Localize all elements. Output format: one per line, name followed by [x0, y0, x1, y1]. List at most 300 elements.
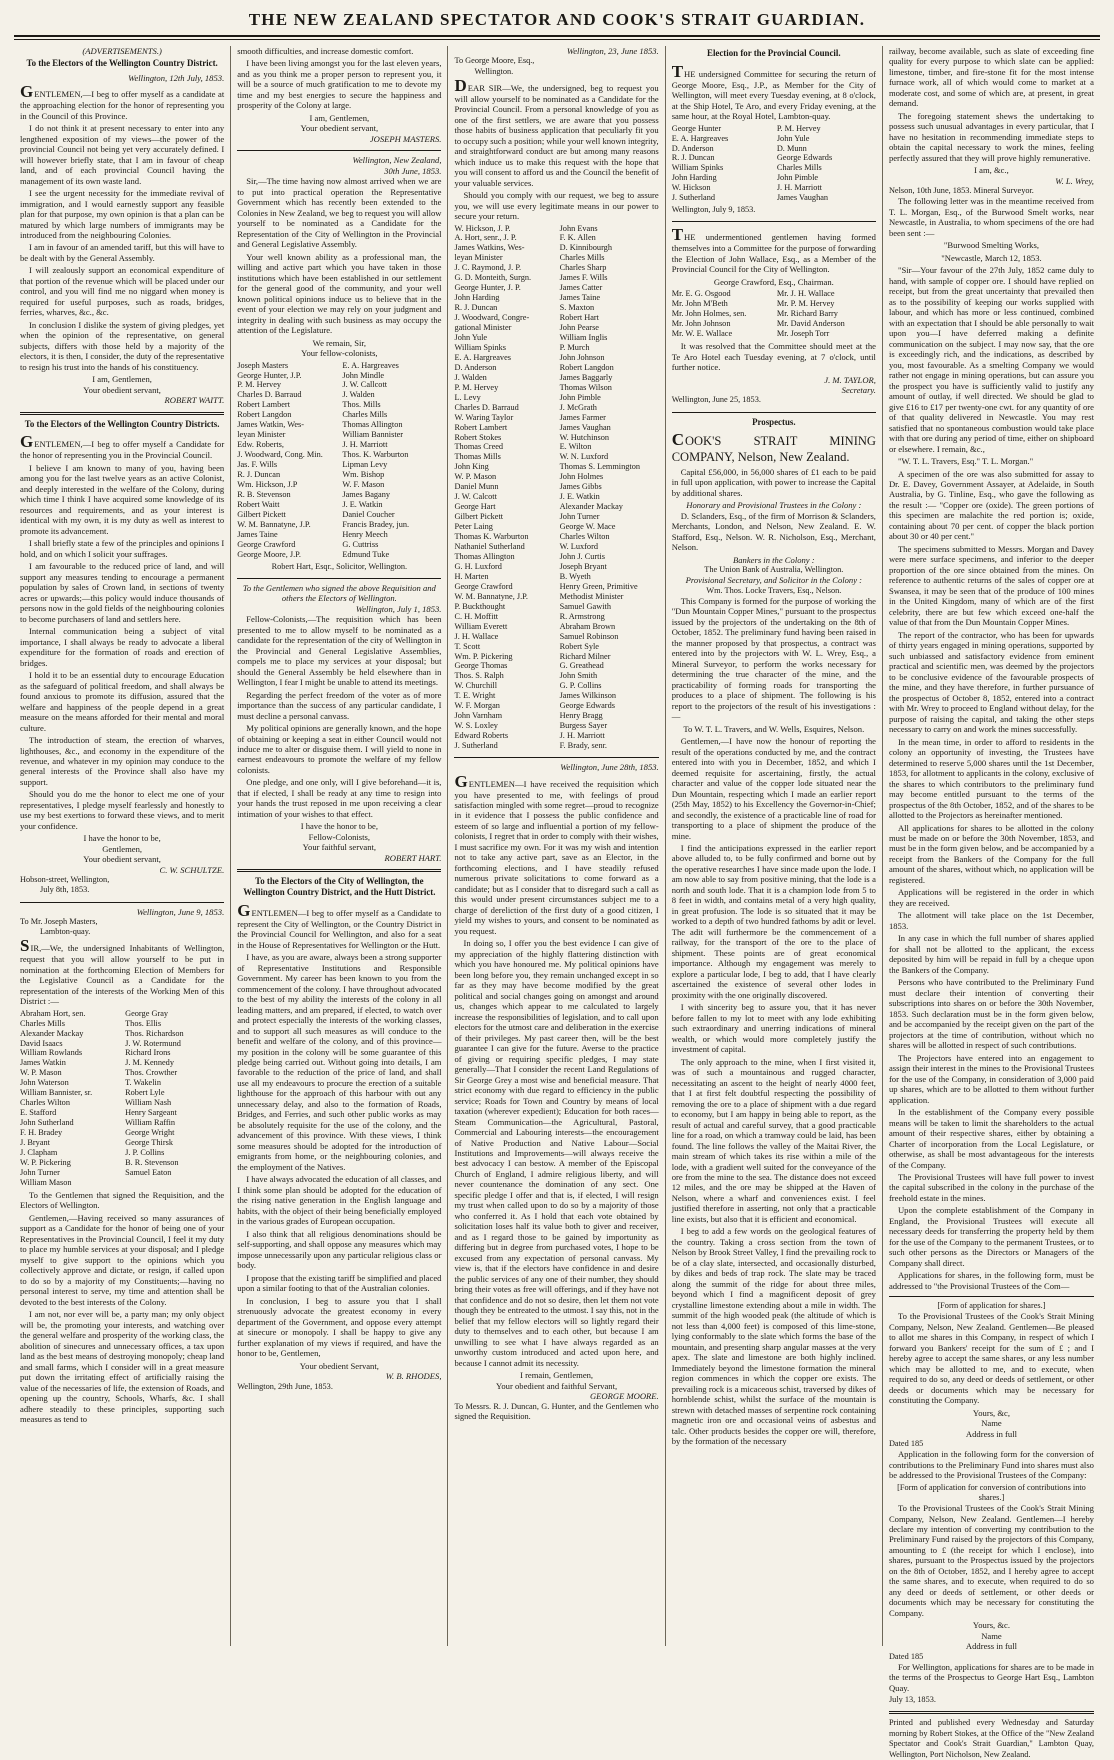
signature: C. W. SCHULTZE.	[159, 864, 225, 875]
closing: I am, Gentlemen,	[309, 112, 370, 123]
subheading: Provisional Secretary, and Solicitor in the Colony :	[685, 575, 863, 586]
paragraph: The Projectors have entered into an engagement to assign their interest in the mines to the Provisional Trustees for the use of the Company, in consideration of 3,000 paid up shares, which are to be allotted to them without further application.	[888, 1052, 1094, 1105]
opening: HE undermentioned gentlemen having formed themselves into a Committee for the purpose of forwarding the Election of John Wallace, Esq., as a Member of the Provincial Council for the City of Wellington.	[671, 232, 876, 275]
article-heading: To the Electors of the City of Wellington, the Wellington Country District, and the Hutt District.	[243, 876, 436, 898]
closing: I remain, Gentlemen,	[520, 1370, 594, 1381]
masters-continued	[237, 46, 441, 144]
signature: W. L. Wrey,	[1055, 175, 1094, 186]
name-entry: John Turner	[559, 512, 600, 522]
name-entry: B. Wyeth	[559, 571, 591, 581]
dropcap: G	[454, 771, 468, 791]
name-entry: W. F. Mason	[342, 480, 385, 489]
name-entry: Robert Hart	[559, 313, 599, 323]
name-entry: George W. Mace	[559, 522, 616, 532]
name-entry: Daniel Munn	[454, 482, 499, 492]
prospectus-continued	[889, 46, 1094, 1705]
paragraph: In conclusion I dislike the system of giving pledges, yet when the opinion of the representative, on general subjects, differs with those held by a majority of the electors, it is then, I consider, the duty of the representative to resign his trust into the hands of his constituency.	[20, 319, 225, 372]
paragraph: I am in favour of an amended tariff, but this will have to be dealt with by the General Assembly.	[20, 242, 225, 263]
moore-reply	[454, 762, 658, 1422]
name-entry: John Johnson	[559, 352, 605, 362]
name-entry: Joseph Bryant	[559, 561, 607, 571]
name-entry: F. K. Allen	[559, 233, 596, 243]
name-entry: William Bannister	[342, 430, 404, 440]
name-entry: Charles Sharp	[559, 263, 607, 273]
name-entry: Robert Lambert	[454, 422, 508, 432]
paragraph: Regarding the perfect freedom of the voter as of more importance than the success of any particular candidate, I must decline a personal canvass.	[237, 689, 442, 721]
name-entry: J. Walden	[454, 372, 487, 382]
name-entry: George Hunter	[671, 123, 722, 133]
form-address: Address in full	[965, 1428, 1017, 1439]
name-entry: A. Hort, senr., J. P.	[454, 233, 517, 243]
paragraph: Should you comply with our request, we beg to assure you, we will use every legitimate means in our power to secure your return.	[454, 190, 659, 222]
name-entry: William Everett	[454, 621, 508, 631]
paragraph: Upon the complete establishment of the Company in England, the Provisional Trustees will execute all necessary deeds for transferring the property held by them for the use of the Company to the permanent Trustees, or to such other persons as the Directors or Managers of the Company shall direct.	[888, 1205, 1094, 1268]
dateline: Wellington, June 9, 1853.	[136, 906, 225, 917]
name-entry: Robert Stokes	[454, 432, 502, 442]
name-entry: T. Wakelin	[125, 1078, 161, 1088]
divider	[20, 902, 224, 903]
name-entry: Wm. Hickson, J.P	[237, 480, 298, 489]
name-entry: E. A. Hargreaves	[342, 360, 399, 370]
name-entry: L. Levy	[454, 392, 481, 402]
name-entry: J. M. Kennedy	[125, 1058, 174, 1068]
name-entry: Abraham Brown	[559, 621, 616, 631]
dropcap: T	[671, 225, 684, 245]
form-name: Name	[981, 1418, 1002, 1429]
name-entry: P. Murch	[559, 342, 590, 352]
paragraph: The specimens submitted to Messrs. Morgan and Davey were mere surface specimens, and inferior to the deeper proportion of the ore since obtained from the mines. On reference to authentic returns of the sales of copper ore at Swansea, it may be seen that of the produce of 100 mines in the United Kingdom, many of which are of the first celebrity, there are but few which exceed one-half the value of that from the Dun Mountain Copper Mines.	[888, 543, 1094, 628]
name-entry: W. M. Bannatyne, J.P.	[454, 591, 528, 601]
name-entry: W. Churchill	[454, 681, 498, 691]
secretary-name: Wm. Thos. Locke Travers, Esq., Nelson.	[706, 585, 842, 595]
paragraph: Applications for shares, in the following form, must be addressed to "the Provisional Trustees of the Com—	[888, 1270, 1094, 1291]
name-entry: J. Woodward, Cong. Min.	[237, 450, 323, 460]
name-entry: David Isaacs	[20, 1038, 63, 1048]
paragraph: All applications for shares to be allotted in the colony must be made on or before the 30th November, 1853, and must be in the form given below, and be accompanied by a receipt from the Bankers of the Company for the full amount of the shares, without which, no application will be registered.	[888, 822, 1094, 885]
name-entry: D. Munn	[776, 143, 807, 153]
name-entry: J. E. Watkin	[559, 492, 600, 502]
name-entry: J. W. Calcott	[454, 492, 497, 502]
moore-requisition	[454, 46, 658, 751]
form-dated: Dated 185	[888, 1651, 924, 1661]
divider	[237, 578, 441, 579]
name-entry: Robert Langdon	[559, 362, 614, 372]
paragraph: A specimen of the ore was also submitted for assay to Dr. E. Davey, Government Assayer, at Adelaide, in South Australia, by G. Tinline, Esq., who gave the following as the result :— "Copper ore (oxide). The green portions of this specimen are malachite the red portion is; oxide, containing about 70 per cent. of copper the black portion about 30 or 40 per cent."	[888, 468, 1094, 542]
paragraph: I have always advocated the education of all classes, and I think some plan should be adopted for the education of the rising native generation in the English language and habits, with the object of their being beneficially employed in the various grades of European occupation.	[237, 1174, 442, 1227]
name-entry: William Raffin	[125, 1118, 176, 1128]
name-entry: D. Anderson	[454, 362, 497, 372]
name-entry: D. Anderson	[671, 143, 714, 153]
name-entry: John Harding	[671, 173, 717, 183]
company-name: OOK'S STRAIT MINING COMPANY, Nelson, New Zealand.	[671, 434, 876, 464]
name-entry: G. D. Monteith, Surgn.	[454, 273, 532, 283]
paragraph: The foregoing statement shews the undertaking to possess such unusual advantages in every particular, that I have no hesitation in recommending immediate steps to obtain the capital necessary to work the mines, feeling perfectly assured that they will prove highly remunerative.	[888, 110, 1094, 163]
paragraph: I see the urgent necessity for the immediate revival of immigration, and I would earnestly support any feasible plan for that purpose, my own opinion is that a plan can be matured by which large numbers of immigrants may be introduced from the neighbouring Colonies.	[20, 188, 225, 240]
addressee: To Messrs. R. J. Duncan, G. Hunter, and the Gentlemen who signed the Requisition.	[454, 1401, 659, 1421]
name-entry: George Thomas	[454, 661, 508, 671]
name-entry: Thomas Creed	[454, 442, 504, 452]
name-entry: William Nash	[125, 1098, 172, 1108]
divider	[889, 1711, 1094, 1714]
dropcap: C	[671, 430, 684, 450]
column-1	[14, 46, 231, 1646]
capital: Capital £56,000, in 56,000 shares of £1 each to be paid in full upon application, with power to increase the Capital by additional shares.	[671, 466, 876, 498]
name-entry: P. M. Hervey	[776, 123, 821, 133]
name-entry: Thos. K. Warburton	[342, 450, 409, 460]
closing: Your obedient servant,	[83, 384, 161, 395]
paragraph: Gentlemen,—I have now the honour of reporting the result of the operations conducted by me, and the contract entered into with you in December, 1852, and which I deemed requisite for ascertaining, firstly, the actual character and value of the copper lode situated near the Dun Mountain, respecting which I made an earlier report (25th May, 1852) to his Excellency the Governor-in-Chief; and secondly, the existence of a practicable line of road for transporting to a place of shipment the produce of the mine.	[671, 736, 876, 841]
dateline: Wellington, June 28th, 1853.	[560, 762, 659, 773]
name-entry: Joseph Masters	[237, 360, 289, 370]
bank: The Union Bank of Australia, Wellington.	[704, 565, 844, 575]
name-entry: William Spinks	[454, 342, 506, 352]
divider	[454, 757, 658, 758]
name-entry: Thomas Mills	[454, 452, 501, 462]
hart-reply	[237, 583, 441, 864]
divider	[20, 412, 224, 415]
opening: HE undersigned Committee for securing the return of George Moore, Esq., J.P., as Member for the City of Wellington, will meet every Tuesday evening, at 8 o'clock, at the Ship Hotel, Te Aro, and every Friday evening, at the same hour, at the Royal Hotel, Lambton-quay.	[671, 68, 876, 122]
paragraph: I am not, nor ever will be, a party man; my only object will be, the promoting your interests, and watching over the general welfare and prosperity of the working class, the abolition of sinecures and unnecessary offices, a tax upon land as the best means of destroying monopoly; cheap land and small farms, which I consider will in a great measure put down the irritating effect of artificially raising the value of the necessaries of life, the extension of Roads, and opening up the country, Schools, Wharfs, &c. I shall adhere steadily to these principles, supporting such measures as tend to	[20, 1309, 225, 1424]
signatories	[20, 1009, 224, 1188]
name-entry: James Catter	[559, 283, 603, 293]
name-entry: gational Minister	[454, 323, 512, 333]
name-entry: Burgess Sayer	[559, 721, 608, 731]
name-entry: R. J. Duncan	[454, 303, 498, 313]
name-entry: John Varnham	[454, 711, 503, 721]
name-entry: Peter Laing	[454, 522, 493, 532]
signature: JOSEPH MASTERS.	[369, 133, 442, 144]
article-heading: To the Electors of the Wellington Country District.	[26, 58, 218, 68]
name-entry: John Sutherland	[20, 1118, 74, 1128]
name-entry: Alexander Mackay	[20, 1028, 84, 1038]
name-entry: leyan Minister	[454, 253, 503, 263]
name-entry: Robert Waitt	[237, 499, 280, 509]
form-label: [Form of application for conversion of contributions into shares.]	[897, 1482, 1086, 1502]
paragraph: The Provisional Trustees will have full power to invest the capital subscribed in the colony in the purchase of the freehold estate in the mines.	[888, 1172, 1094, 1203]
name-entry: Samuel Gawith	[559, 601, 611, 611]
closing: Your obedient Servant,	[299, 1360, 379, 1371]
name-entry: W. F. Morgan	[454, 701, 500, 711]
name-entry: Mr. John M'Beth	[671, 299, 728, 309]
dateline: Wellington, 23, June 1853.	[566, 46, 659, 56]
date: Wellington, 29th June, 1853.	[237, 1381, 333, 1391]
name-entry: W. P. Mason	[20, 1068, 62, 1078]
name-entry: Thomas S. Lemmington	[559, 462, 641, 472]
form-name: Name	[981, 1630, 1002, 1641]
name-entry: Mr. John Holmes, sen.	[671, 309, 747, 319]
dropcap: G	[20, 82, 34, 102]
signature: "W. T. L. Travers, Esq." T. L. Morgan."	[897, 456, 1034, 467]
name-entry: J. Sutherland	[671, 193, 716, 203]
paragraph: I with sincerity beg to assure you, that it has never before fallen to my lot to meet with any lode exhibiting such extraordinary and unerring indications of mineral wealth, or which would more completely justify the investment of capital.	[671, 1002, 876, 1055]
name-entry: Robert Lambert	[237, 400, 290, 410]
dateline: Wellington, July 1, 1853.	[355, 603, 442, 614]
name-entry: Wm. Bishop	[342, 470, 385, 480]
name-entry: John Smith	[559, 671, 598, 681]
reply-to: To the Gentlemen that signed the Requisition, and the Electors of Wellington.	[20, 1189, 225, 1211]
name-entry: J. Walden	[342, 390, 375, 400]
paragraph: I have been living amongst you for the last eleven years, and as you think me a proper person to represent you, it will be a source of much gratification to me to devote my time and my best energies to secure the happiness and prosperity of the Colony at large.	[237, 58, 442, 111]
paragraph: I do not think it at present necessary to enter into any lengthened exposition of my views—the power of the provincial Council not being yet very accurately defined. I will however briefly state, that I am in favour of cheap land, and of each provincial Council having the management of its own waste land.	[20, 123, 225, 186]
name-entry: J. McGrath	[559, 402, 597, 412]
name-entry: J. Woodward, Congre-	[454, 313, 530, 323]
dateline: Wellington, New Zealand,	[352, 155, 442, 166]
paragraph: In doing so, I offer you the best evidence I can give of my appreciation of the highly flattering distinction with which you have honoured me. My political opinions have been long before you, they remain unchanged except in so far as they may have become modified by the great political and social changes going on amongst and around us, changes which appear to me calculated to largely increase the responsibilities of legislation, and to call upon electors for the utmost care and deliberation in the exercise of their privileges. My past career then, will be the best guarantee I can give for the future. Averse to the practice of giving or requiring specific pledges, I may state generally—That I consider the recent Land Regulations of Sir George Grey a most wise and beneficial measure. That strict economy with due regard to efficiency in the public service; Roads for Town and Country by means of local taxation (wherever expedient); Education for both races—Steam Communication—the Agricultural, Pastoral, Commercial and Labouring interests—the encouragement of Native Production and Native Labour—Social Institutions and Improvements—will always receive the best advocacy I can bestow. A member of the Episcopal Church of England, I admire religious liberty, and will never countenance the domination of any sect. One specific pledge I offer and that is, if elected, I will resign my trust when called upon to do so by a majority of those who conferred it. As I hold that each vote obtained by solicitation loses half its value both to giver and receiver, and as I regard those to be gained by importunity as differing but in degree from purchased votes, I hope to be excused from any expectation of personal canvass. My view is, that if the electors have confidence in and desire the public services of any one of their number, they should bring their votes as free will offerings, and if they have not that confidence and do not so desire, then let them not vote though they be entreated to the utmost. I say this, not in the belief that my fellow electors will so lightly regard their duty to themselves and to each other, but because I am unwilling to see what I have always regarded as an unworthy custom introduced and acted upon here, and because I cannot admit its necessity.	[454, 938, 659, 1368]
name-entry: Mr. P. M. Hervey	[776, 299, 835, 309]
opening: IR,—We, the undersigned Inhabitants of Wellington, request that you will allow yourself to be put in nomination at the forthcoming Election of Members for the Legislative Council as a Candidate for the representation of the interests of the Working Men of this District :—	[20, 943, 225, 1007]
name-entry: James F. Wills	[559, 273, 608, 283]
name-entry: Methodist Minister	[559, 591, 624, 601]
paragraph: I have, as you are aware, always been a strong supporter of Representative Institutions and Responsible Government. My career has been known to you from the commencement of the colony. I have throughout advocated to the best of my ability the interests of the colony in all leading matters, and am prepared, if elected, to watch over and protect especially the interests of the working classes, and to support all such measures as will conduce to the benefit and welfare of the colony, and of this province—my position in the colony will be some guarantee of this pledge being carried out. Without going into details, I am favorable to the reduction of the price of land, and shall use all my endeavours to procure the erection of a suitable lighthouse for the approach of this harbour with out any unnecessary delay, and also to the formation of Roads, Bridges, and Ferries, and such other public works as may be absolutely requisite for the use of the colony, and the advancement of this province. With these views, I think some measures should be adopted for the introduction of emigrants from home, or the neighbouring colonies, and the employment of the Natives.	[237, 952, 442, 1172]
paragraph: I propose that the existing tariff be simplified and placed upon a similar footing to that of the Australian colonies.	[237, 1272, 442, 1294]
committee-members	[672, 124, 876, 204]
name-entry: J. H. Marriott	[342, 440, 388, 450]
signatories	[237, 361, 441, 560]
closing: I have the honor to be,	[83, 833, 161, 844]
name-entry: Richard Milner	[559, 651, 611, 661]
name-entry: Gilbert Pickett	[237, 509, 286, 519]
closing: I am, &c.,	[974, 165, 1009, 176]
name-entry: Thos. Ellis	[125, 1018, 162, 1028]
name-entry: George Hart	[454, 502, 496, 512]
name-entry: James Wilkinson	[559, 691, 617, 701]
name-entry: Mr. David Anderson	[776, 319, 845, 329]
closing: We remain, Sir,	[312, 337, 367, 348]
name-entry: S. Maxton	[559, 303, 595, 313]
name-entry: John Harding	[454, 293, 500, 303]
name-entry: William Mason	[20, 1177, 72, 1187]
opening: ENTLEMEN—I beg to offer myself as a Candidate to represent the City of Wellington, or the Country District in the Provincial Council for Wellington, and also for a seat in the House of Representatives for Wellington or the Hutt.	[237, 907, 442, 950]
name-entry: J. P. Collins	[125, 1148, 165, 1157]
name-entry: William Rowlands	[20, 1048, 83, 1058]
form-label: [Form of application for shares.]	[937, 1301, 1046, 1311]
name-entry: Robert Syle	[559, 641, 599, 651]
paragraph: I will zealously support an economical expenditure of that portion of the revenue which will be placed under our control, and you will find me no niggard when money is required for useful purposes, such as roads, bridges, ferries, wharves, &c., &c.	[20, 265, 225, 318]
name-entry: John Waterson	[20, 1078, 69, 1088]
name-entry: John Yule	[454, 333, 488, 342]
dateline: 30th June, 1853.	[384, 165, 442, 176]
name-entry: W. Luxford	[559, 542, 598, 552]
name-entry: Edw. Roberts,	[237, 440, 284, 450]
name-entry: G. Cuttriss	[342, 539, 379, 549]
dropcap: D	[454, 75, 467, 95]
name-entry: John Pimble	[776, 173, 819, 183]
form-close: Yours, &c,	[972, 1407, 1010, 1418]
name-entry: Robert Lyle	[125, 1088, 165, 1098]
name-entry: Henry Bragg	[559, 711, 603, 721]
name-entry: Mr. Joseph Torr	[776, 329, 830, 339]
name-entry: John Pearse	[559, 323, 599, 333]
name-entry: J. C. Raymond, J. P.	[454, 263, 522, 273]
moore-committee	[672, 48, 876, 215]
address-date: July 8th, 1853.	[40, 885, 90, 895]
name-entry: Mr. John Johnson	[671, 319, 731, 329]
subheading: Bankers in the Colony :	[733, 554, 815, 565]
name-entry: Alexander Mackay	[559, 502, 623, 512]
subheading: Honorary and Provisional Trustees in the Colony :	[686, 500, 862, 511]
closing: Your obedient and faithful Servant,	[496, 1380, 618, 1391]
name-entry: George Thirsk	[125, 1138, 173, 1148]
closing: I am, Gentlemen,	[92, 374, 152, 385]
name-entry: J. Bryant	[20, 1138, 50, 1148]
letter-date: "Newcastle, March 12, 1853.	[941, 252, 1042, 263]
name-entry: P. M. Hervey	[237, 380, 282, 390]
opening: ENTLEMEN,—I beg to offer myself as a candidate at the approaching election for the honor of representing you in the Council of this Province.	[20, 89, 225, 121]
name-entry: Thos. Mills	[342, 400, 381, 410]
masters-requisition	[20, 907, 224, 1425]
name-entry: James Watkin, Wes-	[237, 420, 305, 430]
name-entry: Thomas K. Warburton	[454, 532, 529, 542]
article-heading: To the Electors of the Wellington Country Districts.	[24, 418, 220, 429]
signature: W. B. RHODES,	[385, 1371, 442, 1382]
signature: ROBERT HART.	[384, 852, 442, 863]
name-entry: Charles D. Barraud	[454, 402, 519, 412]
name-entry: Charles Mills	[20, 1018, 65, 1028]
name-entry: Robert Langdon	[237, 410, 292, 420]
name-entry: Lipman Levy	[342, 460, 388, 470]
name-entry: T. Scott	[454, 641, 481, 651]
form-close: Yours, &c.	[972, 1620, 1010, 1631]
form-text: To the Provisional Trustees of the Cook's Strait Mining Company, Nelson, New Zealand. Gentlemen—I hereby declare my intention of converting my contribution to the Preliminary Fund raised by the projectors of this Company, amounting to £ (the receipt for which I enclose), into shares, pursuant to the Prospectus issued by the projectors on the 8th of October, 1852, and I hereby agree to accept the same shares, and to execute, when required to do so any deed or deeds of settlement, or other deeds or documents which may be necessary for constituting the Company.	[888, 1503, 1094, 1618]
name-entry: George Wright	[125, 1128, 175, 1138]
name-entry: Mr. W. E. Wallace	[671, 329, 733, 339]
name-entry: G. Greathead	[559, 661, 604, 671]
name-entry: James Taine	[559, 293, 601, 303]
name-entry: Richard Irons	[125, 1048, 171, 1058]
name-entry: H. Marten	[454, 571, 489, 581]
name-entry: F. H. Bradey	[20, 1128, 63, 1138]
closing: Your faithful servant,	[302, 842, 377, 853]
name-entry: Wm. P. Pickering	[454, 651, 513, 661]
divider	[237, 869, 441, 872]
paragraph: Should you do me the honor to elect me one of your representatives, I pledge myself fearlessly and honestly to use my best exertions to forward these views, and to merit your confidence.	[20, 789, 225, 831]
name-entry: James Baggarly	[559, 372, 613, 382]
paragraph: Gentlemen,—Having received so many assurances of support as a Candidate for the honor of being one of your Representatives in the Provincial Council, I feel it my duty to place my humble services at your disposal; and I pledge myself to give support to the opinions which you collectively approve and dictate, or resign, if called upon to do so by a majority of my Constituents;—having no personal interest to serve, my time and attention shall be devoted to the best interests of the Colony.	[20, 1212, 225, 1307]
paragraph: smooth difficulties, and increase domestic comfort.	[237, 46, 414, 56]
letter-place: "Burwood Smelting Works,	[943, 240, 1039, 251]
masthead: THE NEW ZEALAND SPECTATOR AND COOK'S STRAIT GUARDIAN.	[14, 10, 1100, 37]
wallace-committee	[672, 226, 876, 405]
signature: J. M. TAYLOR,	[824, 374, 876, 385]
article-heading: Election for the Provincial Council.	[707, 48, 841, 58]
closing: I have the honor to be,	[300, 821, 379, 832]
name-entry: Thos. Richardson	[125, 1028, 184, 1038]
addressee: Wellington.	[474, 66, 514, 76]
name-entry: John Turner	[20, 1167, 60, 1177]
name-entry	[125, 1178, 224, 1188]
name-entry: R. J. Duncan	[237, 470, 281, 480]
date: Wellington, June 25, 1853.	[671, 395, 761, 405]
name-entry: Samuel Robinson	[559, 631, 619, 641]
paragraph: In conclusion, I beg to assure you that I shall strenuously advocate the greatest economy in every department of the Government, and oppose every attempt at sinecure or monopoly. I shall be happy to give any further explanation of my views if required, and have the honor to be, Gentlemen,	[237, 1295, 442, 1359]
name-entry: James Vaughan	[776, 193, 829, 203]
article-heading: To the Gentlemen who signed the above Requisition and others the Electors of Wellington.	[242, 582, 436, 604]
paragraph: I am favourable to the reduced price of land, and will support any measures tending to encourage a permanent population by sales of Crown land, in sections of twenty acres or upwards;—this policy would induce thousands of persons now in the gold fields of the neighbouring colonies to become purchasers of land and settlers here.	[20, 561, 225, 624]
name-entry: William Inglis	[559, 333, 608, 342]
name-entry: E. A. Hargreaves	[671, 133, 729, 143]
paragraph: Applications will be registered in the order in which they are received.	[888, 887, 1094, 908]
column-2	[231, 46, 448, 1646]
closing: Fellow-Colonists,	[308, 831, 371, 842]
signature: GEORGE MOORE.	[589, 1391, 659, 1402]
name-entry: John Mindle	[342, 370, 385, 380]
form-text: To the Provisional Trustees of the Cook's Strait Mining Company, Nelson, New Zealand. Gentlemen—Be pleased to allot me shares in this Company, in respect of which I forward you Bankers' receipt for the sum of £ ; and I hereby agree to accept the same shares, or any less number which may be allotted to me, and to execute, when required to do so, any deed or deeds of settlement, or other deeds or documents which may be necessary for constituting the Company.	[888, 1311, 1094, 1406]
dropcap: T	[671, 61, 684, 81]
name-entry: Daniel Coucher	[342, 509, 395, 519]
waitt-address	[20, 58, 224, 406]
name-entry: J. H. Marriott	[559, 731, 605, 741]
name-entry: J. E. Watkin	[342, 499, 383, 509]
name-entry: George Edwards	[559, 701, 615, 711]
name-entry: W. Hickson	[671, 183, 711, 193]
name-entry: George Hunter, J. P.	[454, 283, 521, 293]
dropcap: G	[237, 900, 251, 920]
paragraph: The only approach to the mine, when I first visited it, was of such a mountainous and rugged character, necessitating an ascent to the height of nearly 4000 feet, that I at first felt doubtful respecting the possibility of removing the ore to a place of shipment with a due regard to economy, but I am happy in being able to report, as the result of actual and careful survey, that a good practicable line for a road, on which a tramway could be laid, has been found. The line follows the valley of the Maitai River, the main stream of which takes its rise within a mile of the lode, with a gradient well suited for the conveyance of the ore from the mine to the sea. The distance does not exceed 12 miles, and the ore may be shipped at the Haven of Nelson, where a wharf and conveniences exist. I feel justified therefore in asserting, not only that a practicable line exists, but also that it is efficient and economical.	[671, 1056, 876, 1224]
signatories	[454, 224, 658, 752]
committee-members	[672, 289, 876, 339]
signature: ROBERT WAITT.	[164, 395, 225, 406]
name-entry: George Moore, J.P.	[237, 549, 301, 559]
name-entry: Mr. E. G. Osgood	[671, 289, 731, 299]
name-entry: W. Hickson, J. P.	[454, 223, 511, 233]
name-entry: George Gray	[125, 1008, 169, 1018]
name-entry: Charles D. Barraud	[237, 390, 302, 400]
paragraph: The report of the contractor, who has been for upwards of thirty years engaged in mining operations, supported by such unbiassed and satisfactory evidence from eminent practical and scientific men, was deemed by the projectors to be conclusive evidence of the favourable prospects of the mine, and they have therefore, in further pursuance of the prospectus of October 8, 1852, entered into a contract with Mr. Wrey to proceed to England without delay, for the purpose of raising the capital, and taking the other steps necessary to carry on and work the mines successfully.	[888, 629, 1094, 735]
name-entry: W. N. Luxford	[559, 452, 609, 462]
paragraph: The allotment will take place on the 1st December, 1853.	[888, 910, 1094, 931]
name-entry: Henry Green, Primitive	[559, 581, 638, 591]
date: Nelson, 10th June, 1853. Mineral Surveyor.	[888, 186, 1034, 196]
name-entry: Jas. F. Wills	[237, 460, 278, 470]
section-label: Prospectus.	[752, 416, 796, 427]
name-entry: G. P. Collins	[559, 681, 602, 691]
dateline: Wellington, 12th July, 1853.	[128, 72, 225, 83]
column-3	[448, 46, 665, 1646]
name-entry: Charles Mills	[559, 253, 605, 263]
paragraph: Application in the following form for the conversion of contributions to the Preliminary Fund into shares must also be addressed to the Provisional Trustees of the Company:	[888, 1449, 1094, 1481]
name-entry: Henry Sargeant	[125, 1108, 177, 1118]
name-entry: Samuel Eaton	[125, 1167, 172, 1177]
paragraph: In the mean time, in order to afford to residents in the colony an opportunity of investing, the Trustees have determined to reserve 5,000 shares until the 1st December, 1853, for allotment to applicants in the colony, exclusive of the shares to which contributors to the preliminary fund may become entitled pursuant to the terms of the prospectus of the 8th October, 1852, and of the shares to be allotted to the Projectors as hereinafter mentioned.	[888, 736, 1094, 821]
name-entry: John King	[454, 462, 489, 472]
name-entry: Charles Wilton	[20, 1098, 70, 1108]
opening: ENTLEMEN,—I beg to offer myself a Candidate for the honor of representing you in the Provincial Council.	[20, 439, 225, 461]
signature-title: Secretary.	[841, 385, 876, 395]
paragraph: I hold it to be an essential duty to encourage Education as the safeguard of political freedom, and shall always be found anxious to promote its diffusion, assured that the welfare and happiness of the people depend in a great measure on the means afforded for their mental and moral culture.	[20, 670, 225, 733]
name-entry: Thos. S. Ralph	[454, 671, 504, 681]
closing: Your obedient servant,	[83, 854, 161, 865]
paragraph: "Sir—Your favour of the 27th July, 1852 came duly to hand, with sample of copper ore. I should have replied on receipt, but from the great uncertainty that prevailed then as to the possibility of keeping our works supplied with labour, and which has more or less continued, combined with an expectation that I should be able personally to wait upon you—I have deferred making a definite communication on the subject. I may now say, that the ore is exceedingly rich, and the indications, as described by you, most favourable. As a smelting Company we would rather not engage in mining operations, but can assure you the prospect you have is sufficiently valid to justify any amount of outlay, if well directed. We should be glad to give £16 to £17 per twenty-one cwt. for any quantity of ore of that quality delivered in Newcastle. You may rest satisfied that no spontaneous combustion would take place with that ore during any period of time, either on shipboard or elsewhere. I remain, &c.,	[888, 265, 1094, 454]
column-5	[883, 46, 1100, 1759]
paragraph: Your well known ability as a professional man, the willing and active part which you have taken in those institutions which have been established in our settlement for the general good of the community, and your well known political opinions induce us to believe that in the event of your election we may rely on your judgment and integrity in dealing with such business as may occupy the attention of the Legislature.	[237, 251, 442, 336]
name-entry: George Hunter, J.P.	[237, 370, 302, 380]
name-entry: T. E. Wright	[454, 691, 496, 701]
name-entry: James Farmer	[559, 412, 606, 422]
name-entry: R. J. Duncan	[671, 153, 715, 163]
name-entry: Thomas Allington	[342, 420, 403, 430]
name-entry: J. W. Callcott	[342, 380, 388, 390]
name-entry: P. Buckthought	[454, 601, 506, 611]
name-entry: W. P. Pickering	[20, 1157, 71, 1167]
divider	[672, 412, 876, 413]
name-entry: Edmund Tuke	[342, 549, 390, 559]
name-entry: George Edwards	[776, 153, 833, 163]
schultze-address	[20, 419, 224, 896]
name-entry: Charles Wilton	[559, 532, 610, 542]
name-entry: John Evans	[559, 223, 598, 233]
name-entry: Mr. J. H. Wallace	[776, 289, 835, 299]
name-entry: George Crawford	[454, 581, 513, 591]
